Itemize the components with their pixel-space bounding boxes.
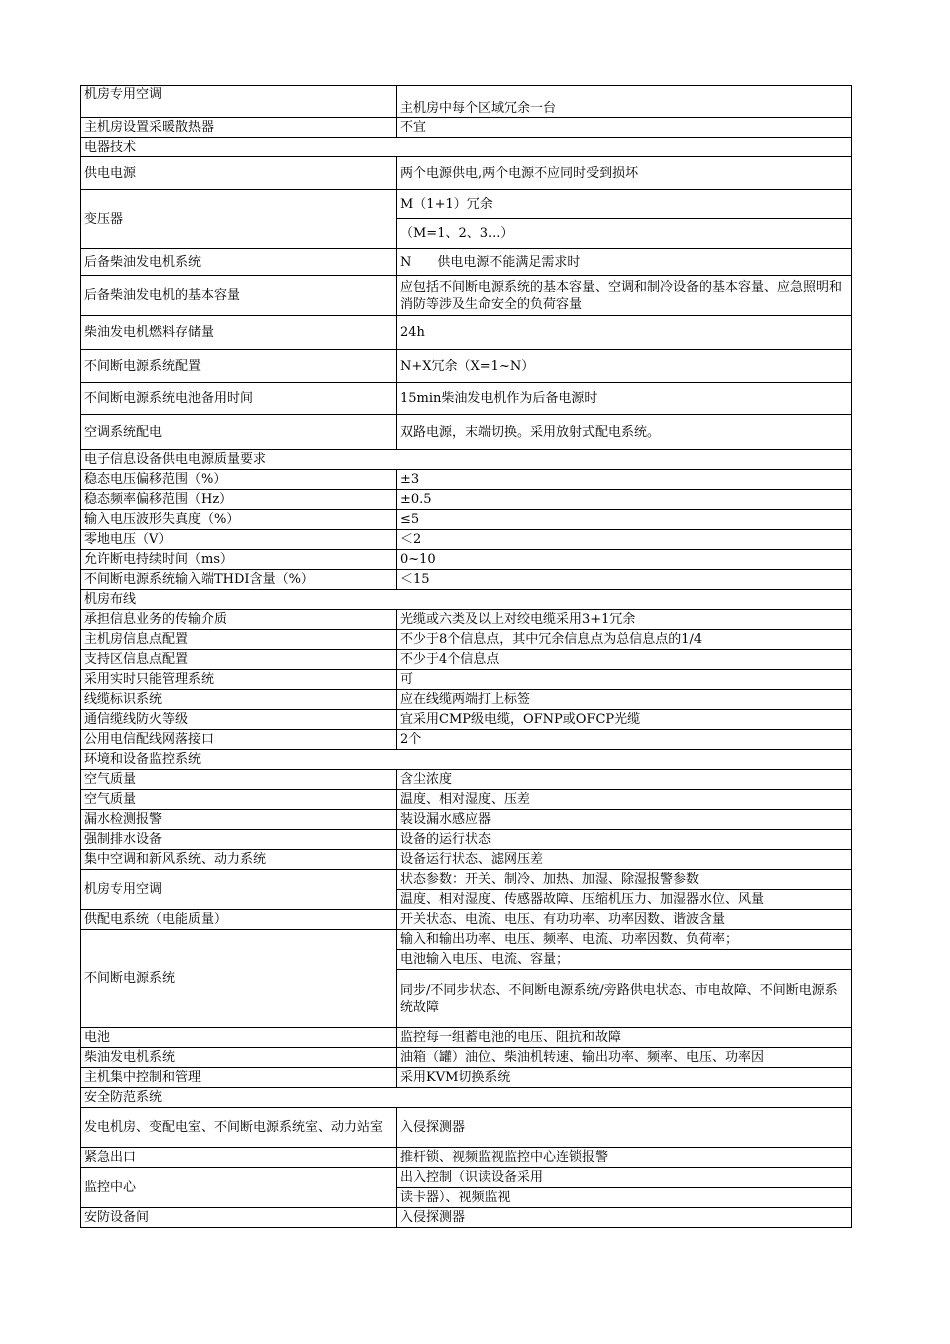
value-cell[interactable]: 设备运行状态、滤网压差 — [397, 850, 852, 870]
label-cell[interactable]: 主机集中控制和管理 — [81, 1068, 397, 1088]
value-cell[interactable]: （M=1、2、3...） — [397, 219, 852, 249]
label-cell[interactable]: 采用实时只能管理系统 — [81, 670, 397, 690]
label-cell[interactable]: 不间断电源系统电池备用时间 — [81, 383, 397, 415]
table-body — [81, 86, 852, 1228]
value-cell[interactable]: ≤5 — [397, 510, 852, 530]
section-header-cell[interactable]: 电子信息设备供电电源质量要求 — [81, 450, 852, 470]
table-row — [81, 710, 852, 730]
label-cell[interactable]: 后备柴油发电机的基本容量 — [81, 276, 397, 316]
value-cell[interactable]: 状态参数：开关、制冷、加热、加湿、除湿报警参数 — [397, 870, 852, 890]
label-cell[interactable]: 漏水检测报警 — [81, 810, 397, 830]
value-cell[interactable]: 24h — [397, 316, 852, 350]
label-cell[interactable]: 集中空调和新风系统、动力系统 — [81, 850, 397, 870]
label-cell[interactable]: 线缆标识系统 — [81, 690, 397, 710]
table-row — [81, 630, 852, 650]
label-cell[interactable]: 监控中心 — [81, 1168, 397, 1208]
label-cell[interactable]: 强制排水设备 — [81, 830, 397, 850]
value-cell[interactable]: 不少于8个信息点，其中冗余信息点为总信息点的1/4 — [397, 630, 852, 650]
value-cell[interactable]: 可 — [397, 670, 852, 690]
section-header-cell[interactable]: 安全防范系统 — [81, 1088, 852, 1108]
label-cell[interactable]: 通信缆线防火等级 — [81, 710, 397, 730]
value-cell[interactable]: 装设漏水感应器 — [397, 810, 852, 830]
value-cell[interactable]: 开关状态、电流、电压、有功功率、功率因数、谐波含量 — [397, 910, 852, 930]
value-cell[interactable]: 两个电源供电,两个电源不应同时受到损坏 — [397, 157, 852, 190]
table-row — [81, 470, 852, 490]
value-cell[interactable]: 读卡器）、视频监视 — [397, 1188, 852, 1208]
table-row — [81, 1028, 852, 1048]
label-cell[interactable]: 稳态频率偏移范围（Hz） — [81, 490, 397, 510]
table-row — [81, 383, 852, 415]
label-cell[interactable]: 空调系统配电 — [81, 415, 397, 450]
value-cell[interactable]: 油箱（罐）油位、柴油机转速、输出功率、频率、电压、功率因 — [397, 1048, 852, 1068]
spreadsheet — [80, 85, 851, 1228]
label-cell[interactable]: 主机房信息点配置 — [81, 630, 397, 650]
table-row — [81, 190, 852, 219]
table-row — [81, 610, 852, 630]
section-header-cell[interactable]: 环境和设备监控系统 — [81, 750, 852, 770]
value-cell[interactable]: ±3 — [397, 470, 852, 490]
table-row — [81, 690, 852, 710]
label-cell[interactable]: 零地电压（V） — [81, 530, 397, 550]
table-row — [81, 510, 852, 530]
label-cell[interactable]: 空气质量 — [81, 770, 397, 790]
value-cell[interactable]: 采用KVM切换系统 — [397, 1068, 852, 1088]
label-cell[interactable]: 不间断电源系统配置 — [81, 350, 397, 383]
value-cell[interactable]: 出入控制（识读设备采用 — [397, 1168, 852, 1188]
value-cell[interactable]: 监控每一组蓄电池的电压、阻抗和故障 — [397, 1028, 852, 1048]
section-row — [81, 138, 852, 157]
value-cell[interactable]: 2个 — [397, 730, 852, 750]
value-cell[interactable]: 同步/不同步状态、不间断电源系统/旁路供电状态、市电故障、不间断电源系统故障 — [397, 970, 852, 1028]
label-cell[interactable]: 柴油发电机燃料存储量 — [81, 316, 397, 350]
table-row — [81, 316, 852, 350]
table-row — [81, 790, 852, 810]
label-cell[interactable]: 主机房设置采暖散热器 — [81, 118, 397, 138]
value-cell[interactable]: 输入和输出功率、电压、频率、电流、功率因数、负荷率； — [397, 930, 852, 950]
value-cell[interactable]: 温度、相对湿度、传感器故障、压缩机压力、加湿器水位、风量 — [397, 890, 852, 910]
table-row — [81, 730, 852, 750]
label-cell[interactable]: 安防设备间 — [81, 1208, 397, 1228]
table-row — [81, 550, 852, 570]
table-row — [81, 830, 852, 850]
section-row — [81, 750, 852, 770]
label-cell[interactable]: 输入电压波形失真度（%） — [81, 510, 397, 530]
table-row — [81, 157, 852, 190]
value-cell[interactable]: 15min柴油发电机作为后备电源时 — [397, 383, 852, 415]
table-row — [81, 86, 852, 118]
value-cell[interactable]: 光缆或六类及以上对绞电缆采用3+1冗余 — [397, 610, 852, 630]
value-cell[interactable]: M（1+1）冗余 — [397, 190, 852, 219]
table-row — [81, 1108, 852, 1148]
label-cell[interactable]: 变压器 — [81, 190, 397, 249]
section-row — [81, 1088, 852, 1108]
table-row — [81, 670, 852, 690]
label-cell[interactable]: 机房专用空调 — [81, 86, 397, 118]
table-row — [81, 415, 852, 450]
value-cell[interactable]: ±0.5 — [397, 490, 852, 510]
value-cell[interactable]: 宜采用CMP级电缆，OFNP或OFCP光缆 — [397, 710, 852, 730]
table-row — [81, 1208, 852, 1228]
label-cell[interactable]: 后备柴油发电机系统 — [81, 249, 397, 276]
table-row — [81, 810, 852, 830]
table-row — [81, 1148, 852, 1168]
value-cell[interactable]: ＜15 — [397, 570, 852, 590]
table-row — [81, 1048, 852, 1068]
value-cell[interactable]: 0~10 — [397, 550, 852, 570]
table-row — [81, 118, 852, 138]
table-row — [81, 570, 852, 590]
value-cell[interactable]: 双路电源，末端切换。采用放射式配电系统。 — [397, 415, 852, 450]
label-cell[interactable]: 发电机房、变配电室、不间断电源系统室、动力站室 — [81, 1108, 397, 1148]
table-row — [81, 276, 852, 316]
label-cell[interactable]: 允许断电持续时间（ms） — [81, 550, 397, 570]
table-row — [81, 870, 852, 890]
table-row — [81, 910, 852, 930]
label-cell[interactable]: 稳态电压偏移范围（%） — [81, 470, 397, 490]
table-row — [81, 249, 852, 276]
label-cell[interactable]: 不间断电源系统输入端THDI含量（%） — [81, 570, 397, 590]
value-cell[interactable]: 入侵探测器 — [397, 1208, 852, 1228]
value-cell[interactable]: 推杆锁、视频监视监控中心连锁报警 — [397, 1148, 852, 1168]
table-row — [81, 1168, 852, 1188]
value-cell[interactable]: 电池输入电压、电流、容量； — [397, 950, 852, 970]
section-header-cell[interactable]: 电器技术 — [81, 138, 852, 157]
requirements-table — [80, 85, 852, 1228]
value-cell[interactable]: 含尘浓度 — [397, 770, 852, 790]
value-cell[interactable]: 应在线缆两端打上标签 — [397, 690, 852, 710]
table-row — [81, 650, 852, 670]
value-cell[interactable]: N 供电电源不能满足需求时 — [397, 249, 852, 276]
label-cell[interactable]: 支持区信息点配置 — [81, 650, 397, 670]
label-cell[interactable]: 空气质量 — [81, 790, 397, 810]
label-cell[interactable]: 供电电源 — [81, 157, 397, 190]
label-cell[interactable]: 承担信息业务的传输介质 — [81, 610, 397, 630]
value-cell[interactable]: 不少于4个信息点 — [397, 650, 852, 670]
table-row — [81, 770, 852, 790]
table-row — [81, 930, 852, 950]
label-cell[interactable]: 供配电系统（电能质量） — [81, 910, 397, 930]
value-cell[interactable]: 应包括不间断电源系统的基本容量、空调和制冷设备的基本容量、应急照明和消防等涉及生命安全的负荷容量 — [397, 276, 852, 316]
value-cell[interactable]: 入侵探测器 — [397, 1108, 852, 1148]
label-cell[interactable]: 不间断电源系统 — [81, 930, 397, 1028]
label-cell[interactable]: 柴油发电机系统 — [81, 1048, 397, 1068]
label-cell[interactable]: 电池 — [81, 1028, 397, 1048]
table-row — [81, 530, 852, 550]
value-cell[interactable]: ＜2 — [397, 530, 852, 550]
label-cell[interactable]: 紧急出口 — [81, 1148, 397, 1168]
table-row — [81, 1068, 852, 1088]
table-row — [81, 350, 852, 383]
section-row — [81, 590, 852, 610]
table-row — [81, 850, 852, 870]
value-cell[interactable]: 主机房中每个区域冗余一台 — [397, 86, 852, 118]
table-row — [81, 490, 852, 510]
section-row — [81, 450, 852, 470]
value-cell[interactable]: 不宜 — [397, 118, 852, 138]
section-header-cell[interactable]: 机房布线 — [81, 590, 852, 610]
value-cell[interactable]: 温度、相对湿度、压差 — [397, 790, 852, 810]
label-cell[interactable]: 公用电信配线网落接口 — [81, 730, 397, 750]
value-cell[interactable]: N+X冗余（X=1~N） — [397, 350, 852, 383]
label-cell[interactable]: 机房专用空调 — [81, 870, 397, 910]
value-cell[interactable]: 设备的运行状态 — [397, 830, 852, 850]
